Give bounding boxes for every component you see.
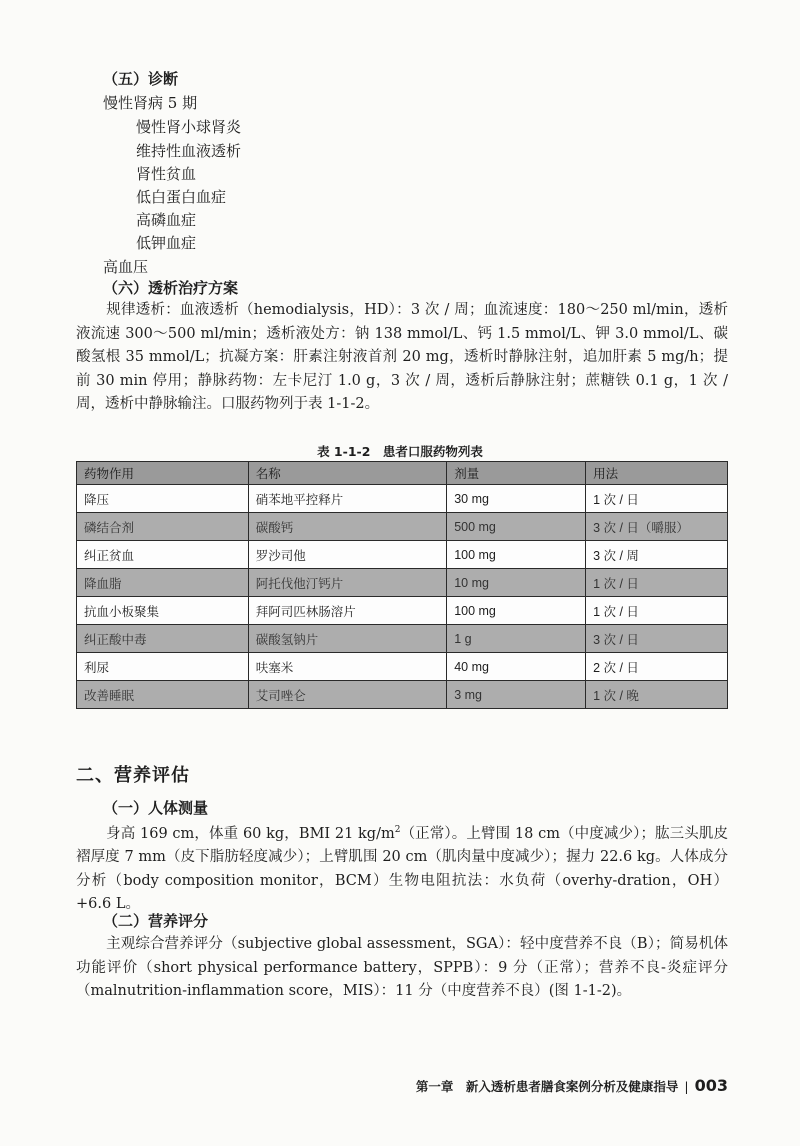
anthropometry-text: 身高 169 cm，体重 60 kg，BMI 21 kg/m bbox=[106, 825, 395, 842]
dialysis-text: 规律透析：血液透析（hemodialysis，HD）：3 次 / 周；血流速度：180～250 ml/min，透析液流速 300～500 ml/min；透析液处方：钠 138 mmol/L、钙 1.5 mmol/L、钾 3.0 mmol/L、碳酸氢根 35 mmol/L；抗凝方案：肝素注射液首剂 20 mg，透析时静脉注射，追加肝素 5 mg/h；提前 30 min 停用；静脉药物：左卡尼汀 1.0 g，3 次 / 周，透析后静脉注射；蔗糖铁 0.1 g，1 次 / 周，透析中静脉输注。口服药物列于表 1-1-2。 bbox=[76, 302, 728, 412]
table-cell: 降压 bbox=[77, 485, 249, 513]
table-cell: 40 mg bbox=[447, 653, 586, 681]
table-cell: 2 次 / 日 bbox=[586, 653, 728, 681]
page-number: 003 bbox=[694, 1076, 728, 1095]
table-header-row bbox=[77, 462, 728, 485]
diagnosis-item: 低白蛋白血症 bbox=[136, 188, 227, 206]
table-cell: 艾司唑仑 bbox=[248, 681, 447, 709]
table-cell: 1 次 / 日 bbox=[586, 485, 728, 513]
table-cell: 纠正贫血 bbox=[77, 541, 249, 569]
table-cell: 30 mg bbox=[447, 485, 586, 513]
table-cell: 1 g bbox=[447, 625, 586, 653]
column-header: 药物作用 bbox=[77, 462, 249, 485]
diagnosis-main: 慢性肾病 5 期 bbox=[103, 94, 198, 112]
diagnosis-extra: 高血压 bbox=[103, 258, 149, 276]
table-cell: 10 mg bbox=[447, 569, 586, 597]
table-cell: 3 次 / 周 bbox=[586, 541, 728, 569]
anthropometry-text-cont: （正常）。上臂围 18 cm（中度减少）；肱三头肌皮褶厚度 7 mm（皮下脂肪轻度减少）；上臂肌围 20 cm（肌肉量中度减少）；握力 22.6 kg。人体成分分析（body composition monitor，BCM）生物电阻抗法：水负荷（overhy-dration，OH）+6.6 L。 bbox=[76, 825, 728, 913]
table-cell: 纠正酸中毒 bbox=[77, 625, 249, 653]
table-row bbox=[77, 653, 728, 681]
table-cell: 呋塞米 bbox=[248, 653, 447, 681]
diagnosis-item: 高磷血症 bbox=[136, 211, 197, 229]
score-paragraph bbox=[76, 933, 728, 1004]
diagnosis-item: 低钾血症 bbox=[136, 234, 197, 252]
table-caption: 表 1-1-2 患者口服药物列表 bbox=[317, 444, 483, 459]
table-cell: 阿托伐他汀钙片 bbox=[248, 569, 447, 597]
column-header: 名称 bbox=[248, 462, 447, 485]
diagnosis-item: 肾性贫血 bbox=[136, 165, 197, 183]
column-header: 剂量 bbox=[447, 462, 586, 485]
table-cell: 磷结合剂 bbox=[77, 513, 249, 541]
dialysis-paragraph bbox=[76, 299, 728, 417]
table-cell: 罗沙司他 bbox=[248, 541, 447, 569]
score-heading: （二）营养评分 bbox=[103, 912, 209, 930]
anthropometry-paragraph bbox=[76, 819, 728, 917]
table-cell: 1 次 / 日 bbox=[586, 569, 728, 597]
score-text: 主观综合营养评分（subjective global assessment，SGA）：轻中度营养不良（B）；简易机体功能评价（short physical performance battery，SPPB）：9 分（正常）；营养不良-炎症评分（malnutrition-inflammation score，MIS）：11 分（中度营养不良）(图 1-1-2)。 bbox=[76, 936, 728, 999]
table-cell: 1 次 / 晚 bbox=[586, 681, 728, 709]
table-cell: 100 mg bbox=[447, 597, 586, 625]
table-cell: 3 次 / 日（嚼服） bbox=[586, 513, 728, 541]
table-cell: 碳酸钙 bbox=[248, 513, 447, 541]
table-cell: 降血脂 bbox=[77, 569, 249, 597]
column-header: 用法 bbox=[586, 462, 728, 485]
anthropometry-heading: （一）人体测量 bbox=[103, 799, 209, 817]
table-cell: 3 次 / 日 bbox=[586, 625, 728, 653]
footer-separator: | bbox=[684, 1079, 689, 1094]
table-cell: 500 mg bbox=[447, 513, 586, 541]
table-cell: 拜阿司匹林肠溶片 bbox=[248, 597, 447, 625]
table-cell: 1 次 / 日 bbox=[586, 597, 728, 625]
table-row bbox=[77, 625, 728, 653]
diagnosis-item: 维持性血液透析 bbox=[136, 142, 242, 160]
drug-table bbox=[76, 461, 728, 709]
table-cell: 抗血小板聚集 bbox=[77, 597, 249, 625]
table-cell: 改善睡眠 bbox=[77, 681, 249, 709]
table-row bbox=[77, 485, 728, 513]
superscript: 2 bbox=[394, 825, 401, 835]
table-row bbox=[77, 569, 728, 597]
diagnosis-heading: （五）诊断 bbox=[103, 70, 179, 88]
page-footer bbox=[416, 1076, 728, 1095]
table-cell: 硝苯地平控释片 bbox=[248, 485, 447, 513]
table-row bbox=[77, 541, 728, 569]
dialysis-heading: （六）透析治疗方案 bbox=[103, 279, 239, 297]
section-title: 二、营养评估 bbox=[76, 765, 190, 786]
table-row bbox=[77, 597, 728, 625]
table-row bbox=[77, 513, 728, 541]
chapter-title: 第一章 新入透析患者膳食案例分析及健康指导 bbox=[415, 1079, 679, 1094]
table-cell: 利尿 bbox=[77, 653, 249, 681]
table-cell: 3 mg bbox=[447, 681, 586, 709]
diagnosis-item: 慢性肾小球肾炎 bbox=[136, 118, 242, 136]
table-row bbox=[77, 681, 728, 709]
table-cell: 100 mg bbox=[447, 541, 586, 569]
table-cell: 碳酸氢钠片 bbox=[248, 625, 447, 653]
